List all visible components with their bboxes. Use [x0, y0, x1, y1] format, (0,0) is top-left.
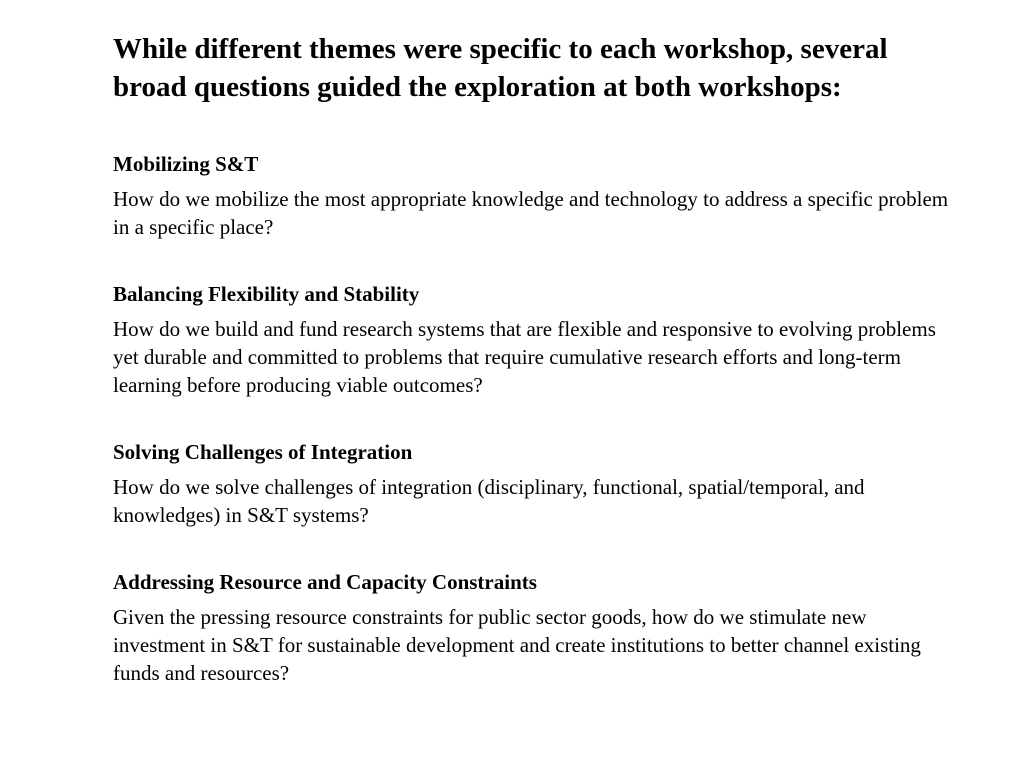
- section-integration: [113, 438, 953, 529]
- section-heading: Solving Challenges of Integration: [113, 440, 413, 464]
- section-heading: Addressing Resource and Capacity Constraints: [113, 570, 537, 594]
- section-balancing: [113, 280, 953, 399]
- slide-content: [113, 30, 953, 687]
- section-body: How do we build and fund research systems that are flexible and responsive to evolving problems yet durable and committed to problems that require cumulative research efforts and long-term learning before producing viable outcomes?: [113, 317, 936, 397]
- section-body: How do we solve challenges of integration (disciplinary, functional, spatial/temporal, and knowledges) in S&T systems?: [113, 475, 865, 527]
- section-heading: Mobilizing S&T: [113, 152, 259, 176]
- slide-title: While different themes were specific to each workshop, several broad questions guided the exploration at both workshops:: [113, 33, 888, 103]
- section-body: Given the pressing resource constraints for public sector goods, how do we stimulate new investment in S&T for sustainable development and create institutions to better channel existing funds and resources?: [113, 605, 921, 685]
- section-resources: [113, 568, 953, 687]
- section-mobilizing: [113, 150, 953, 241]
- section-heading: Balancing Flexibility and Stability: [113, 282, 420, 306]
- section-body: How do we mobilize the most appropriate knowledge and technology to address a specific problem in a specific place?: [113, 187, 949, 239]
